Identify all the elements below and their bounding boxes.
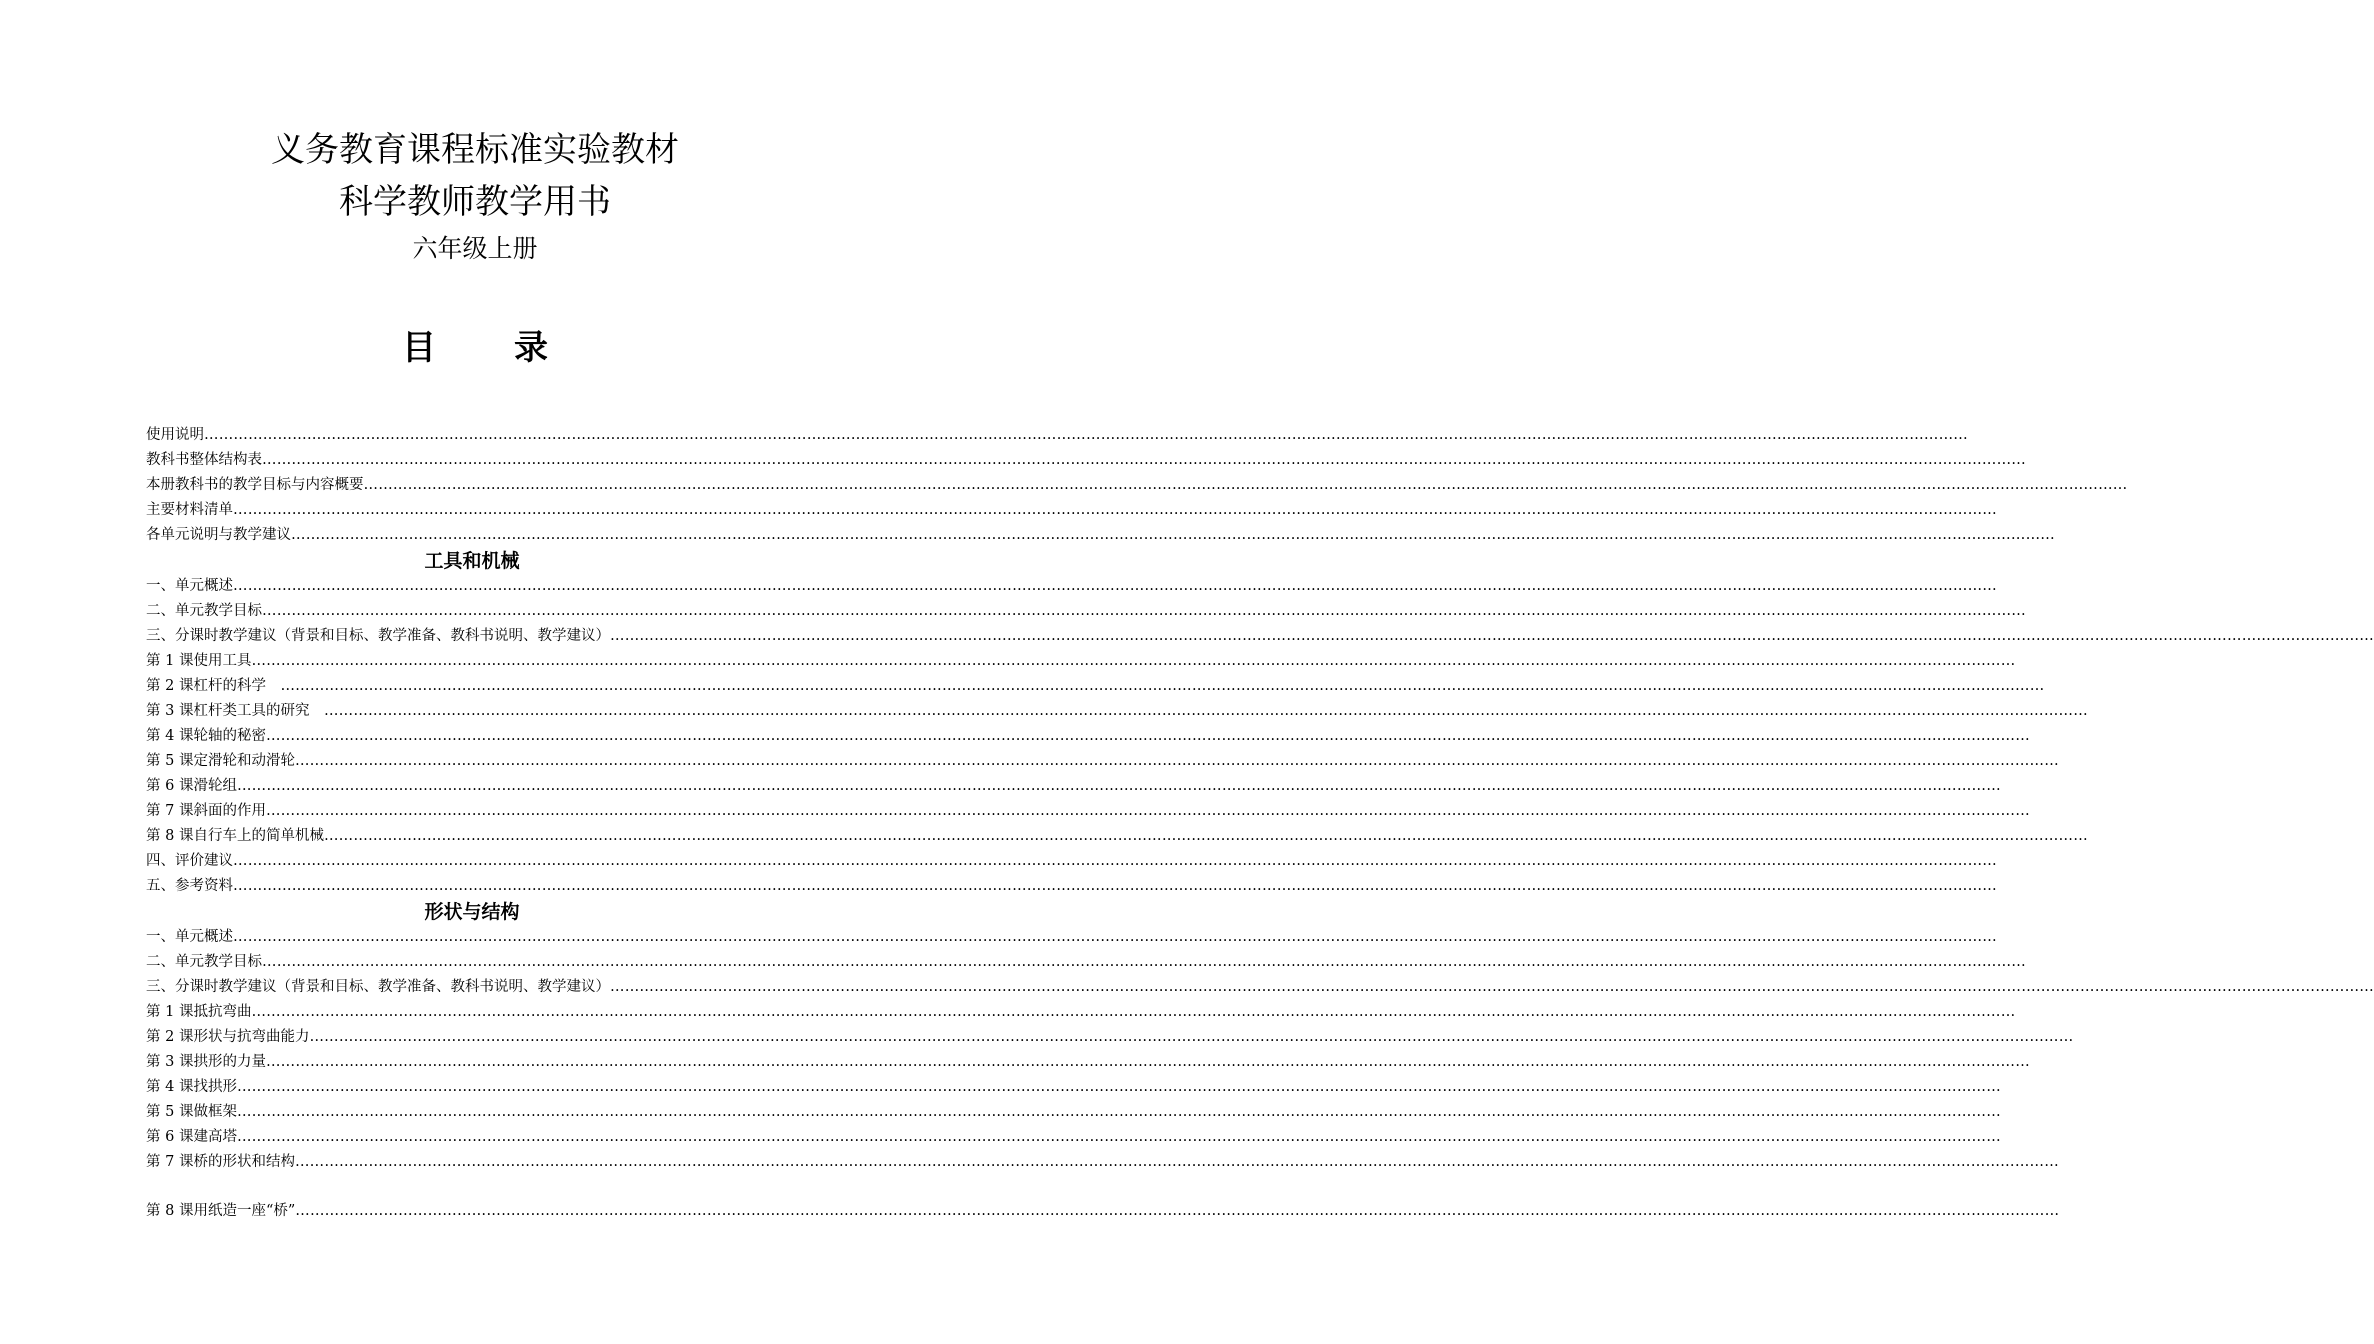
toc-entry-label: 各单元说明与教学建议 xyxy=(146,527,291,543)
toc-entry-label: 第 1 课抵抗弯曲 xyxy=(146,1004,252,1020)
toc-entry-label: 三、分课时教学建议（背景和目标、教学准备、教科书说明、教学建议） xyxy=(146,628,610,644)
toc-entry-label: 二、单元教学目标 xyxy=(146,603,262,619)
leader-dots: ……………………………………………………………………………………………………………………………………………………………………………………………………………………………………………………………………………………………………………………………… xyxy=(236,1129,2001,1145)
toc-entry-label: 第 2 课杠杆的科学 xyxy=(146,678,281,694)
toc-entry-label: 本册教科书的教学目标与内容概要 xyxy=(146,477,364,493)
toc-entry-label: 教科书整体结构表 xyxy=(146,452,262,468)
leader-dots: ……………………………………………………………………………………………………………………………………………………………………………………………………………………………………………………………………………………………………………………………… xyxy=(610,979,2374,995)
leader-dots: ……………………………………………………………………………………………………………………………………………………………………………………………………………………………………………………………………………………………………………………………… xyxy=(262,954,2026,970)
leader-dots: ……………………………………………………………………………………………………………………………………………………………………………………………………………………………………………………………………………………………………………………………… xyxy=(251,653,2016,669)
book-title-line1: 义务教育课程标准实验教材 xyxy=(271,130,679,170)
toc-entry[interactable] xyxy=(146,1150,2059,1175)
toc-entry[interactable] xyxy=(146,1199,2060,1224)
toc-entry-label: 第 8 课自行车上的简单机械 xyxy=(146,828,324,844)
leader-dots: ……………………………………………………………………………………………………………………………………………………………………………………………………………………………………………………………………………………………………………………………… xyxy=(323,703,2088,719)
unit-heading-shape-and-structure: 形状与结构 xyxy=(424,901,520,923)
toc-entry-label: 第 6 课滑轮组 xyxy=(146,778,237,794)
leader-dots: ……………………………………………………………………………………………………………………………………………………………………………………………………………………………………………………………………………………………………………………………… xyxy=(265,728,2030,744)
leader-dots: ……………………………………………………………………………………………………………………………………………………………………………………………………………………………………………………………………………………………………………………………… xyxy=(262,452,2026,468)
toc-entry-label: 第 8 课用纸造一座“桥” xyxy=(146,1203,296,1219)
toc-entry-label: 第 5 课做框架 xyxy=(146,1104,237,1120)
toc-entry-label: 第 4 课找拱形 xyxy=(146,1079,237,1095)
toc-entry[interactable] xyxy=(146,473,2128,498)
leader-dots: ……………………………………………………………………………………………………………………………………………………………………………………………………………………………………………………………………………………………………………………………… xyxy=(233,878,1997,894)
toc-entry[interactable] xyxy=(146,624,2374,649)
leader-dots: ……………………………………………………………………………………………………………………………………………………………………………………………………………………………………………………………………………………………………………………………… xyxy=(233,502,1997,518)
leader-dots: ……………………………………………………………………………………………………………………………………………………………………………………………………………………………………………………………………………………………………………………………… xyxy=(280,678,2045,694)
toc-entry-label: 一、单元概述 xyxy=(146,929,233,945)
toc-entry-label: 第 5 课定滑轮和动滑轮 xyxy=(146,753,295,769)
toc-entry[interactable] xyxy=(146,774,2001,799)
leader-dots: ……………………………………………………………………………………………………………………………………………………………………………………………………………………………………………………………………………………………………………………………… xyxy=(233,853,1997,869)
toc-entry-label: 二、单元教学目标 xyxy=(146,954,262,970)
toc-entry[interactable] xyxy=(146,950,2026,975)
leader-dots: ……………………………………………………………………………………………………………………………………………………………………………………………………………………………………………………………………………………………………………………………… xyxy=(291,527,2055,543)
leader-dots: ……………………………………………………………………………………………………………………………………………………………………………………………………………………………………………………………………………………………………………………………… xyxy=(610,628,2374,644)
toc-entry[interactable] xyxy=(146,975,2374,1000)
toc-entry[interactable] xyxy=(146,674,2045,699)
toc-entry[interactable] xyxy=(146,1125,2001,1150)
toc-entry-label: 一、单元概述 xyxy=(146,578,233,594)
toc-entry-label: 第 2 课形状与抗弯曲能力 xyxy=(146,1029,310,1045)
leader-dots: ……………………………………………………………………………………………………………………………………………………………………………………………………………………………………………………………………………………………………………………………… xyxy=(363,477,2128,493)
table-of-contents xyxy=(146,423,2374,1224)
toc-entry[interactable] xyxy=(146,849,1997,874)
grade-subtitle: 六年级上册 xyxy=(412,234,538,263)
leader-dots: ……………………………………………………………………………………………………………………………………………………………………………………………………………………………………………………………………………………………………………………………… xyxy=(233,929,1997,945)
toc-entry-label: 第 3 课杠杆类工具的研究 xyxy=(146,703,324,719)
leader-dots: ……………………………………………………………………………………………………………………………………………………………………………………………………………………………………………………………………………………………………………………………… xyxy=(265,1054,2030,1070)
toc-entry[interactable] xyxy=(146,799,2030,824)
toc-entry-label: 使用说明 xyxy=(146,427,204,443)
leader-dots: ……………………………………………………………………………………………………………………………………………………………………………………………………………………………………………………………………………………………………………………………… xyxy=(294,1154,2059,1170)
toc-entry[interactable] xyxy=(146,523,2055,548)
toc-entry-label: 第 6 课建高塔 xyxy=(146,1129,237,1145)
toc-entry-label: 五、参考资料 xyxy=(146,878,233,894)
leader-dots: ……………………………………………………………………………………………………………………………………………………………………………………………………………………………………………………………………………………………………………………………… xyxy=(309,1029,2074,1045)
toc-entry-label: 第 7 课斜面的作用 xyxy=(146,803,266,819)
toc-entry-label: 第 1 课使用工具 xyxy=(146,653,252,669)
book-title-line2: 科学教师教学用书 xyxy=(339,182,611,222)
toc-entry[interactable] xyxy=(146,649,2016,674)
leader-dots: ……………………………………………………………………………………………………………………………………………………………………………………………………………………………………………………………………………………………………………………………… xyxy=(236,1079,2001,1095)
toc-entry[interactable] xyxy=(146,749,2059,774)
toc-entry[interactable] xyxy=(146,448,2026,473)
toc-entry-label: 第 3 课拱形的力量 xyxy=(146,1054,266,1070)
leader-dots: ……………………………………………………………………………………………………………………………………………………………………………………………………………………………………………………………………………………………………………………………… xyxy=(204,427,1968,443)
toc-entry-label: 第 4 课轮轴的秘密 xyxy=(146,728,266,744)
toc-entry[interactable] xyxy=(146,1000,2016,1025)
toc-entry[interactable] xyxy=(146,874,1997,899)
toc-entry[interactable] xyxy=(146,699,2088,724)
leader-dots: ……………………………………………………………………………………………………………………………………………………………………………………………………………………………………………………………………………………………………………………………… xyxy=(236,778,2001,794)
toc-entry-label: 主要材料清单 xyxy=(146,502,233,518)
leader-dots: ……………………………………………………………………………………………………………………………………………………………………………………………………………………………………………………………………………………………………………………………… xyxy=(262,603,2026,619)
toc-entry[interactable] xyxy=(146,599,2026,624)
toc-entry[interactable] xyxy=(146,824,2088,849)
leader-dots: ……………………………………………………………………………………………………………………………………………………………………………………………………………………………………………………………………………………………………………………………… xyxy=(251,1004,2016,1020)
toc-entry[interactable] xyxy=(146,724,2030,749)
toc-entry[interactable] xyxy=(146,1075,2001,1100)
leader-dots: ……………………………………………………………………………………………………………………………………………………………………………………………………………………………………………………………………………………………………………………………… xyxy=(236,1104,2001,1120)
leader-dots: ……………………………………………………………………………………………………………………………………………………………………………………………………………………………………………………………………………………………………………………………… xyxy=(233,578,1997,594)
toc-entry[interactable] xyxy=(146,574,1997,599)
toc-entry-label: 四、评价建议 xyxy=(146,853,233,869)
toc-entry[interactable] xyxy=(146,925,1997,950)
leader-dots: ……………………………………………………………………………………………………………………………………………………………………………………………………………………………………………………………………………………………………………………………… xyxy=(294,753,2059,769)
toc-entry-label: 三、分课时教学建议（背景和目标、教学准备、教科书说明、教学建议） xyxy=(146,979,610,995)
leader-dots: ……………………………………………………………………………………………………………………………………………………………………………………………………………………………………………………………………………………………………………………………… xyxy=(265,803,2030,819)
toc-entry[interactable] xyxy=(146,1050,2030,1075)
toc-entry-label: 第 7 课桥的形状和结构 xyxy=(146,1154,295,1170)
toc-heading: 目 录 xyxy=(402,328,570,368)
toc-entry[interactable] xyxy=(146,1100,2001,1125)
toc-entry[interactable] xyxy=(146,423,1968,448)
toc-entry[interactable] xyxy=(146,498,1997,523)
toc-entry[interactable] xyxy=(146,1025,2074,1050)
leader-dots: ……………………………………………………………………………………………………………………………………………………………………………………………………………………………………………………………………………………………………………………………… xyxy=(323,828,2088,844)
unit-heading-tools-and-machines: 工具和机械 xyxy=(424,550,520,572)
leader-dots: ……………………………………………………………………………………………………………………………………………………………………………………………………………………………………………………………………………………………………………………………… xyxy=(295,1203,2060,1219)
